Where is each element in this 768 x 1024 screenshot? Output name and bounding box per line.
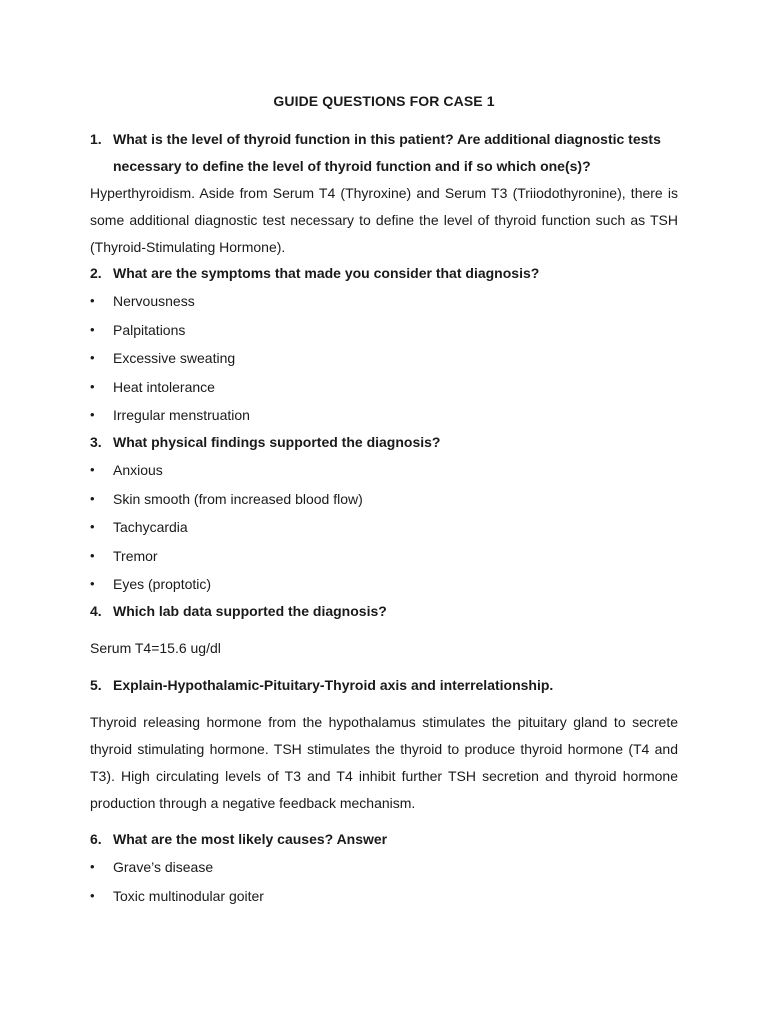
question-number: 4. [90, 603, 102, 619]
question-3-block [90, 429, 678, 599]
bullet: • [90, 547, 95, 563]
question-5-block [90, 672, 678, 699]
bullet: • [90, 350, 95, 366]
bullet: • [90, 887, 95, 903]
question-text: Explain-Hypothalamic-Pituitary-Thyroid axis and interrelationship. [113, 677, 554, 693]
question-text: What are the symptoms that made you consider that diagnosis? [113, 265, 540, 281]
bullet: • [90, 490, 95, 506]
list-item: • Heat intolerance [90, 373, 678, 402]
question-4-block [90, 598, 678, 625]
question-6 [90, 826, 678, 853]
bullet: • [90, 321, 95, 337]
answer-paragraph: Hyperthyroidism. Aside from Serum T4 (Thyroxine) and Serum T3 (Triiodothyronine), there is some additional diagnostic test necessary to define the level of thyroid function such as TSH (Thyroid-Stimulating Hormone). [90, 185, 678, 255]
list-item: • Eyes (proptotic) [90, 570, 678, 599]
bullet: • [90, 407, 95, 423]
axis-explanation-paragraph: Thyroid releasing hormone from the hypothalamus stimulates the pituitary gland to secrete thyroid stimulating hormone. TSH stimulates the thyroid to produce thyroid hormone (T4 and T3). High circulating levels of T3 and T4 inhibit further TSH secretion and thyroid hormone production through a negative feedback mechanism. [90, 714, 678, 811]
question-2 [90, 260, 678, 287]
bullet: • [90, 576, 95, 592]
question-text: What physical findings supported the diagnosis? [113, 434, 441, 450]
list-item: • Irregular menstruation [90, 401, 678, 430]
question-1 [90, 126, 678, 180]
question-number: 3. [90, 434, 102, 450]
question-number: 6. [90, 831, 102, 847]
question-1-block [90, 126, 678, 261]
question-number: 2. [90, 265, 102, 281]
lab-data-answer: Serum T4=15.6 ug/dl [90, 640, 221, 656]
question-6-block [90, 826, 678, 910]
list-item: • Excessive sweating [90, 344, 678, 373]
list-item: • Palpitations [90, 316, 678, 345]
symptom-list [90, 287, 678, 430]
list-item: • Grave’s disease [90, 853, 678, 882]
page-title: GUIDE QUESTIONS FOR CASE 1 [273, 93, 495, 109]
bullet: • [90, 462, 95, 477]
list-item: • Skin smooth (from increased blood flow) [90, 485, 678, 514]
list-item: • Anxious [90, 456, 678, 485]
list-item: • Tremor [90, 542, 678, 571]
bullet: • [90, 519, 95, 535]
bullet: • [90, 378, 95, 394]
question-4 [90, 598, 678, 625]
question-number: 5. [90, 677, 102, 693]
question-text: Which lab data supported the diagnosis? [113, 603, 387, 619]
list-item: • Tachycardia [90, 513, 678, 542]
bullet: • [90, 859, 95, 874]
question-2-block [90, 260, 678, 430]
question-text: What is the level of thyroid function in this patient? Are additional diagnostic tests necessary to define the level of thyroid function and if so which one(s)? [113, 131, 661, 174]
question-3 [90, 429, 678, 456]
question-number: 1. [90, 131, 102, 147]
list-item: • Nervousness [90, 287, 678, 316]
question-5 [90, 672, 678, 699]
list-item: • Toxic multinodular goiter [90, 882, 678, 911]
findings-list [90, 456, 678, 599]
causes-list [90, 853, 678, 910]
bullet: • [90, 293, 95, 308]
question-text: What are the most likely causes? Answer [113, 831, 388, 847]
